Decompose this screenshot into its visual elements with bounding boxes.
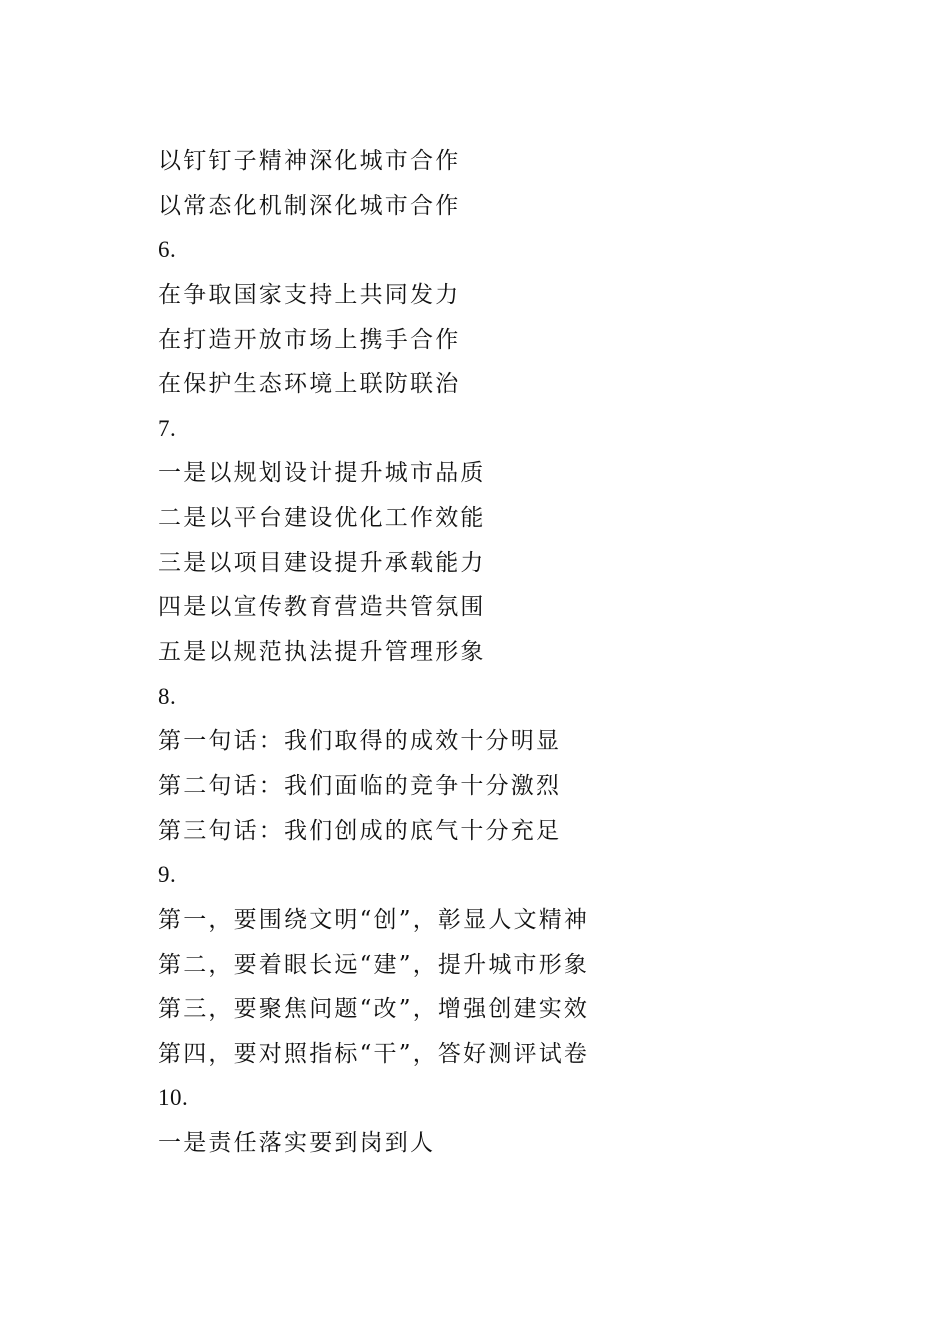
- text-line: 在打造开放市场上携手合作: [158, 326, 461, 353]
- text-line: 第三句话：我们创成的底气十分充足: [158, 817, 562, 844]
- text-line: 四是以宣传教育营造共管氛围: [158, 594, 486, 621]
- text-line: 第二，要着眼长远“建”，提升城市形象: [158, 951, 590, 978]
- text-line: 一是以规划设计提升城市品质: [158, 460, 486, 487]
- text-line: 五是以规范执法提升管理形象: [158, 639, 486, 666]
- section-number: 10.: [158, 1085, 189, 1111]
- document-body: [158, 139, 858, 1166]
- text-line: 三是以项目建设提升承载能力: [158, 549, 486, 576]
- text-line: 第一句话：我们取得的成效十分明显: [158, 728, 562, 755]
- text-line: 第三，要聚焦问题“改”，增强创建实效: [158, 996, 590, 1023]
- section-number: 7.: [158, 415, 177, 441]
- text-line: 二是以平台建设优化工作效能: [158, 505, 486, 532]
- section-number: 9.: [158, 862, 177, 888]
- section-number: 6.: [158, 237, 177, 263]
- section-number: 8.: [158, 683, 177, 709]
- text-line: 在保护生态环境上联防联治: [158, 371, 461, 398]
- text-line: 以钉钉子精神深化城市合作: [158, 148, 461, 174]
- text-line: 一是责任落实要到岗到人: [158, 1130, 436, 1157]
- text-line: 第二句话：我们面临的竞争十分激烈: [158, 772, 562, 799]
- text-line: 以常态化机制深化城市合作: [158, 192, 461, 219]
- text-line: 第一，要围绕文明“创”，彰显人文精神: [158, 906, 590, 933]
- text-line: 第四，要对照指标“干”，答好测评试卷: [158, 1040, 590, 1067]
- text-line: 在争取国家支持上共同发力: [158, 281, 461, 308]
